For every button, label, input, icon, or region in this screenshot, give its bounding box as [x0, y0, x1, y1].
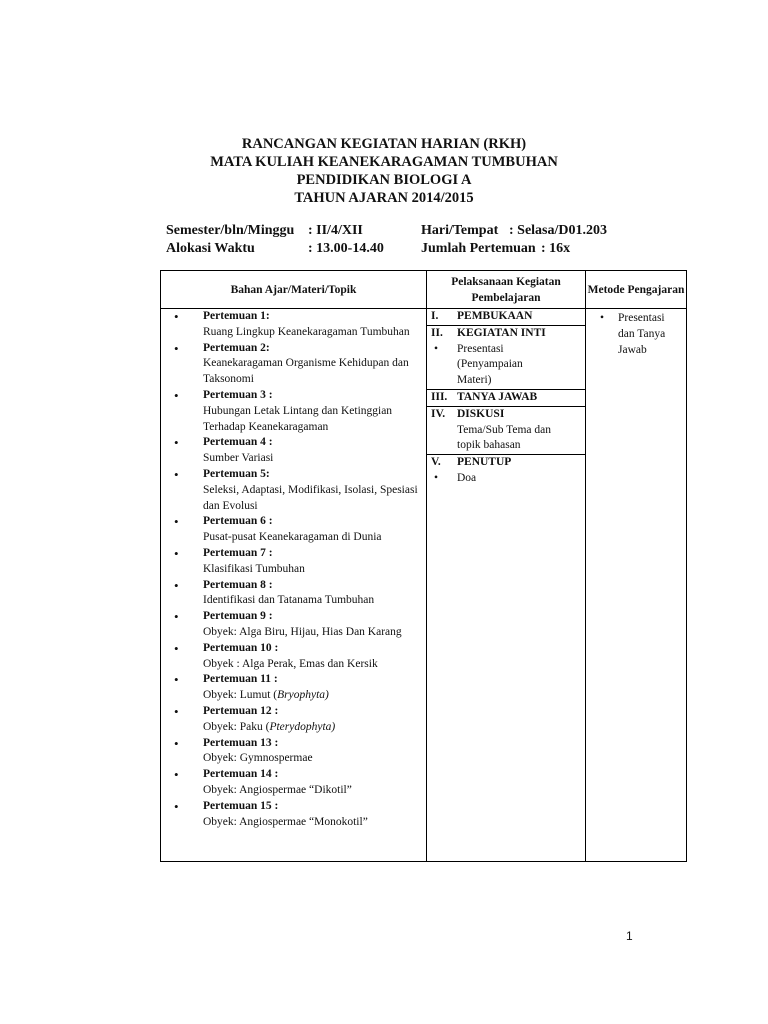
list-item: • Pertemuan 11 : Obyek: Lumut (Bryophyta)	[161, 672, 426, 704]
list-item: • Pertemuan 12 : Obyek: Paku (Pterydophyta)	[161, 704, 426, 736]
section-kegiatan-inti: II. KEGIATAN INTI • Presentasi (Penyampaian Materi)	[427, 326, 585, 390]
page-number: 1	[626, 929, 633, 943]
section-penutup: V. PENUTUP • Doa	[427, 455, 585, 487]
title-line-1: RANCANGAN KEGIATAN HARIAN (RKH)	[241, 136, 527, 152]
list-item: • Pertemuan 7 : Klasifikasi Tumbuhan	[161, 546, 426, 578]
semester-value: : II/4/XII	[308, 223, 363, 238]
header-bahan-ajar: Bahan Ajar/Materi/Topik	[161, 271, 427, 309]
document-title	[0, 135, 768, 207]
jumlah-value: : 16x	[541, 241, 571, 256]
section-diskusi: IV. DISKUSI Tema/Sub Tema dan topik bahasan	[427, 407, 585, 455]
list-item: • Pertemuan 4 : Sumber Variasi	[161, 435, 426, 467]
kegiatan-cell	[427, 309, 586, 862]
pertemuan-list	[161, 309, 426, 830]
section-tanya-jawab: III. TANYA JAWAB	[427, 390, 585, 407]
list-item: • Pertemuan 14 : Obyek: Angiospermae “Dikotil”	[161, 767, 426, 799]
alokasi-value: : 13.00-14.40	[308, 241, 384, 256]
jumlah-label: Jumlah Pertemuan	[421, 241, 536, 256]
title-line-2: MATA KULIAH KEANEKARAGAMAN TUMBUHAN	[210, 154, 558, 170]
header-metode: Metode Pengajaran	[586, 271, 687, 309]
list-item: • Pertemuan 6 : Pusat-pusat Keanekaragaman di Dunia	[161, 514, 426, 546]
list-item: • Pertemuan 9 : Obyek: Alga Biru, Hijau, Hias Dan Karang	[161, 609, 426, 641]
list-item: • Pertemuan 15 : Obyek: Angiospermae “Monokotil”	[161, 799, 426, 831]
header-pelaksanaan: Pelaksanaan Kegiatan Pembelajaran	[427, 271, 586, 309]
info-left	[166, 222, 384, 258]
list-item: • Pertemuan 5: Seleksi, Adaptasi, Modifikasi, Isolasi, Spesiasi dan Evolusi	[161, 467, 426, 514]
metode-cell	[586, 309, 687, 862]
title-line-3: PENDIDIKAN BIOLOGI A	[296, 172, 472, 188]
alokasi-label: Alokasi Waktu	[166, 241, 255, 256]
materi-cell	[161, 309, 427, 862]
title-line-4: TAHUN AJARAN 2014/2015	[294, 190, 474, 206]
metode-presentasi: • Presentasi dan Tanya Jawab	[586, 309, 686, 358]
hari-value: : Selasa/D01.203	[509, 223, 607, 238]
list-item: • Pertemuan 3 : Hubungan Letak Lintang dan Ketinggian Terhadap Keanekaragaman	[161, 388, 426, 435]
hari-label: Hari/Tempat	[421, 223, 499, 238]
list-item: • Pertemuan 13 : Obyek: Gymnospermae	[161, 736, 426, 768]
list-item: • Pertemuan 8 : Identifikasi dan Tatanama Tumbuhan	[161, 578, 426, 610]
semester-label: Semester/bln/Minggu	[166, 223, 295, 238]
list-item: • Pertemuan 1: Ruang Lingkup Keanekaragaman Tumbuhan	[161, 309, 426, 341]
section-pembukaan: I. PEMBUKAAN	[427, 309, 585, 326]
list-item: • Pertemuan 2: Keanekaragaman Organisme Kehidupan dan Taksonomi	[161, 341, 426, 388]
rkh-table	[160, 270, 687, 862]
list-item: • Pertemuan 10 : Obyek : Alga Perak, Emas dan Kersik	[161, 641, 426, 673]
info-right	[421, 222, 607, 258]
